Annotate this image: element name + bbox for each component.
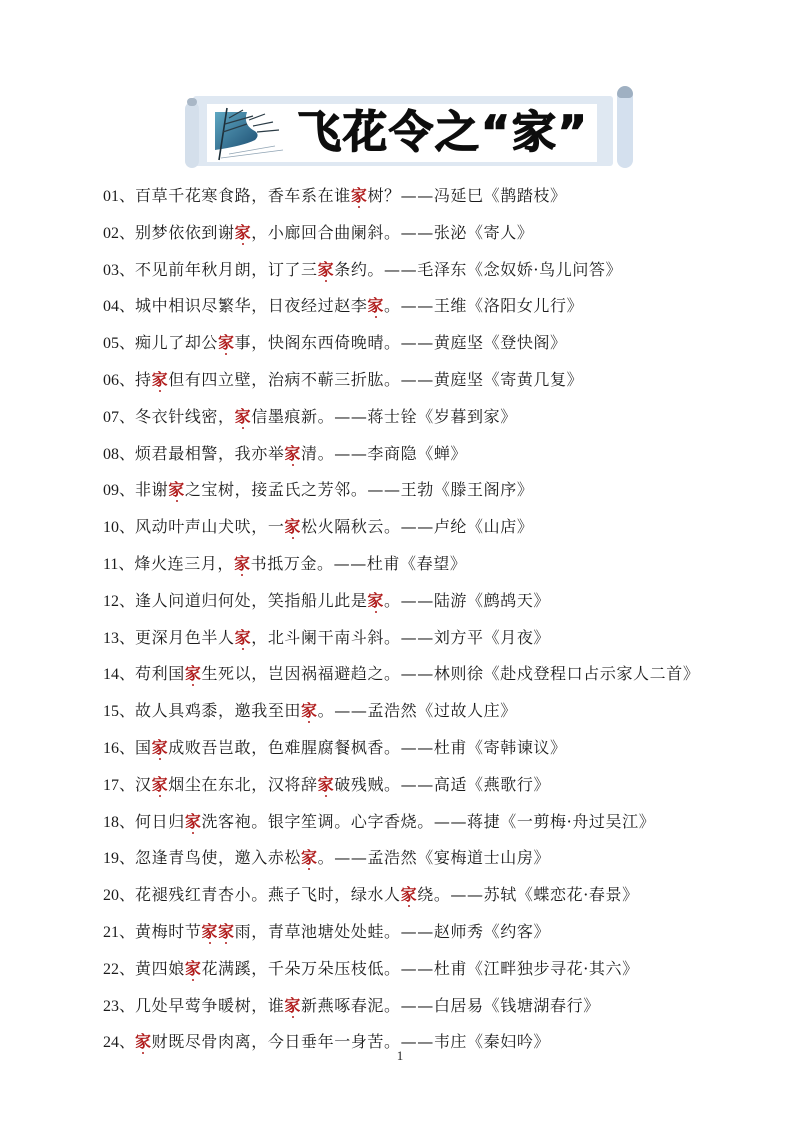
verse-item xyxy=(103,217,743,254)
verse-text: 新燕啄春泥。——白居易《钱塘湖春行》 xyxy=(301,995,600,1015)
verse-item xyxy=(103,364,743,401)
verse-text: 花满蹊，千朵万朵压枝低。——杜甫《江畔独步寻花·其六》 xyxy=(201,958,639,978)
verse-text: 但有四立壁，治病不蕲三折肱。——黄庭坚《寄黄几复》 xyxy=(168,369,584,389)
verse-number: 21、 xyxy=(103,923,136,941)
verse-item xyxy=(103,401,743,438)
verse-text: ，小廊回合曲阑斜。——张泌《寄人》 xyxy=(251,222,534,242)
highlighted-char: 家 xyxy=(234,627,252,647)
verse-item xyxy=(103,806,743,843)
highlighted-char: 家 xyxy=(218,921,235,941)
verse-item xyxy=(103,658,743,695)
verse-item xyxy=(103,254,743,291)
verse-number: 15、 xyxy=(103,703,136,721)
verse-number: 16、 xyxy=(103,739,136,757)
verse-text: 洗客袍。银字笙调。心字香烧。——蒋捷《一剪梅·舟过吴江》 xyxy=(201,811,656,831)
verse-item xyxy=(103,474,743,511)
verse-number: 07、 xyxy=(103,408,136,426)
verse-number: 04、 xyxy=(103,298,136,316)
highlighted-char: 家 xyxy=(218,333,235,353)
verse-number: 23、 xyxy=(103,997,136,1015)
verse-text: 更深月色半人 xyxy=(135,627,235,647)
verse-text: 汉 xyxy=(135,774,152,794)
highlighted-char: 家 xyxy=(317,259,335,279)
verse-text: 忽逢青鸟使，邀入赤松 xyxy=(135,848,302,868)
verse-text: 何日归 xyxy=(135,811,185,831)
verse-number: 13、 xyxy=(103,629,136,647)
verse-text: 黄四娘 xyxy=(135,958,185,978)
highlighted-char: 家 xyxy=(184,958,202,978)
verse-number: 08、 xyxy=(103,445,136,463)
verse-text: 松火隔秋云。——卢纶《山店》 xyxy=(301,517,534,537)
verse-number: 19、 xyxy=(103,850,136,868)
verse-number: 09、 xyxy=(103,482,136,500)
verse-text: 财既尽骨肉离，今日垂年一身苦。——韦庄《秦妇吟》 xyxy=(151,1032,551,1052)
verse-number: 03、 xyxy=(103,261,136,279)
verse-number: 20、 xyxy=(103,887,136,905)
page-title: 飞花令之“家” xyxy=(297,107,589,158)
verse-text: 城中相识尽繁华，日夜经过赵李 xyxy=(135,296,368,316)
verse-text: 风动叶声山犬吠，一 xyxy=(135,517,285,537)
verse-text: 信墨痕新。——蒋士铨《岁暮到家》 xyxy=(251,406,517,426)
scroll-rod-right xyxy=(617,88,633,168)
verse-item xyxy=(103,511,743,548)
verse-item xyxy=(103,769,743,806)
verse-text: 花褪残红青杏小。燕子飞时，绿水人 xyxy=(135,885,401,905)
verse-number: 17、 xyxy=(103,776,136,794)
verse-text: 烟尘在东北，汉将辞 xyxy=(168,774,318,794)
verse-number: 12、 xyxy=(103,592,136,610)
verse-item xyxy=(103,732,743,769)
highlighted-char: 家 xyxy=(301,701,318,721)
verse-text: 故人具鸡黍，邀我至田 xyxy=(135,701,302,721)
highlighted-char: 家 xyxy=(284,517,302,537)
highlighted-char: 家 xyxy=(151,774,169,794)
verse-text: 非谢 xyxy=(135,480,169,500)
verse-item xyxy=(103,953,743,990)
verse-text: 百草千花寒食路，香车系在谁 xyxy=(135,186,351,205)
verse-text: 持 xyxy=(135,369,152,389)
highlighted-char: 家 xyxy=(367,590,385,610)
verse-number: 02、 xyxy=(103,224,136,242)
verse-item xyxy=(103,842,743,879)
verse-number: 01、 xyxy=(103,188,136,205)
verse-text: 不见前年秋月朗，订了三 xyxy=(135,259,318,279)
highlighted-char: 家 xyxy=(168,480,185,500)
verse-number: 10、 xyxy=(103,519,136,537)
verse-text: 雨，青草池塘处处蛙。——赵师秀《约客》 xyxy=(234,921,551,941)
scroll-cap-left xyxy=(187,98,197,106)
verse-text: 树？——冯延巳《鹊踏枝》 xyxy=(367,186,567,205)
verse-number: 22、 xyxy=(103,960,136,978)
verse-text: 。——孟浩然《过故人庄》 xyxy=(317,701,517,721)
verse-text: 苟利国 xyxy=(135,664,185,684)
page-number: 1 xyxy=(396,1048,404,1063)
highlighted-char: 家 xyxy=(234,222,252,242)
highlighted-char: 家 xyxy=(284,443,302,463)
verse-text: 别梦依依到谢 xyxy=(135,222,235,242)
verse-text: 生死以，岂因祸福避趋之。——林则徐《赴戍登程口占示家人二首》 xyxy=(201,664,700,684)
verse-item xyxy=(103,622,743,659)
highlighted-char: 家 xyxy=(151,369,169,389)
verse-number: 14、 xyxy=(103,666,136,684)
verse-text: 成败吾岂敢，色难腥腐餐枫香。——杜甫《寄韩谏议》 xyxy=(168,737,567,757)
verse-item xyxy=(103,585,743,622)
verse-item xyxy=(103,438,743,475)
highlighted-char: 家 xyxy=(135,1032,152,1052)
verse-item xyxy=(103,290,743,327)
verse-text: 绕。——苏轼《蝶恋花·春景》 xyxy=(417,885,639,905)
verse-text: 。——陆游《鹧鸪天》 xyxy=(384,590,551,610)
verse-text: 黄梅时节 xyxy=(135,921,202,941)
verse-text: ，北斗阑干南斗斜。——刘方平《月夜》 xyxy=(251,627,551,647)
title-banner xyxy=(185,86,635,172)
verse-item xyxy=(103,990,743,1027)
verse-text: 烽火连三月， xyxy=(134,553,235,573)
verse-text: 国 xyxy=(135,737,152,757)
highlighted-char: 家 xyxy=(234,406,252,426)
verse-text: 清。——李商隐《蝉》 xyxy=(301,443,468,463)
verse-item xyxy=(103,879,743,916)
highlighted-char: 家 xyxy=(400,885,418,905)
verse-text: 冬衣针线密， xyxy=(135,406,235,426)
verse-text: 之宝树，接孟氏之芳邻。——王勃《滕王阁序》 xyxy=(184,480,534,500)
verse-item xyxy=(103,695,743,732)
verse-list xyxy=(103,180,743,1063)
verse-number: 18、 xyxy=(103,813,136,831)
verse-text: 事，快阁东西倚晚晴。——黄庭坚《登快阁》 xyxy=(234,333,567,353)
verse-number: 05、 xyxy=(103,335,136,353)
scroll-cap-right xyxy=(617,86,633,98)
verse-item xyxy=(103,916,743,953)
highlighted-char: 家 xyxy=(234,553,251,573)
verse-item xyxy=(103,548,743,585)
highlighted-char: 家 xyxy=(367,296,385,316)
highlighted-char: 家 xyxy=(301,848,318,868)
verse-text: 破残贼。——高适《燕歌行》 xyxy=(334,774,551,794)
highlighted-char: 家 xyxy=(184,811,202,831)
scroll-rod-left xyxy=(185,102,199,168)
highlighted-char: 家 xyxy=(317,774,335,794)
bamboo-icon xyxy=(213,106,291,162)
verse-number: 24、 xyxy=(103,1034,136,1052)
highlighted-char: 家 xyxy=(350,186,368,205)
verse-text: 烦君最相警，我亦举 xyxy=(135,443,285,463)
verse-text: 几处早莺争暖树，谁 xyxy=(135,995,285,1015)
verse-number: 06、 xyxy=(103,371,136,389)
highlighted-char: 家 xyxy=(201,921,219,941)
verse-text: 条约。——毛泽东《念奴娇·鸟儿问答》 xyxy=(334,259,623,279)
verse-text: 。——孟浩然《宴梅道士山房》 xyxy=(317,848,551,868)
highlighted-char: 家 xyxy=(284,995,302,1015)
verse-item xyxy=(103,327,743,364)
highlighted-char: 家 xyxy=(151,737,169,757)
verse-text: 书抵万金。——杜甫《春望》 xyxy=(250,553,467,573)
verse-text: 逢人问道归何处，笑指船儿此是 xyxy=(135,590,368,610)
verse-number: 11、 xyxy=(103,555,135,573)
verse-text: 。——王维《洛阳女儿行》 xyxy=(384,296,584,316)
verse-item xyxy=(103,180,743,217)
highlighted-char: 家 xyxy=(184,664,202,684)
verse-text: 痴儿了却公 xyxy=(135,333,219,353)
